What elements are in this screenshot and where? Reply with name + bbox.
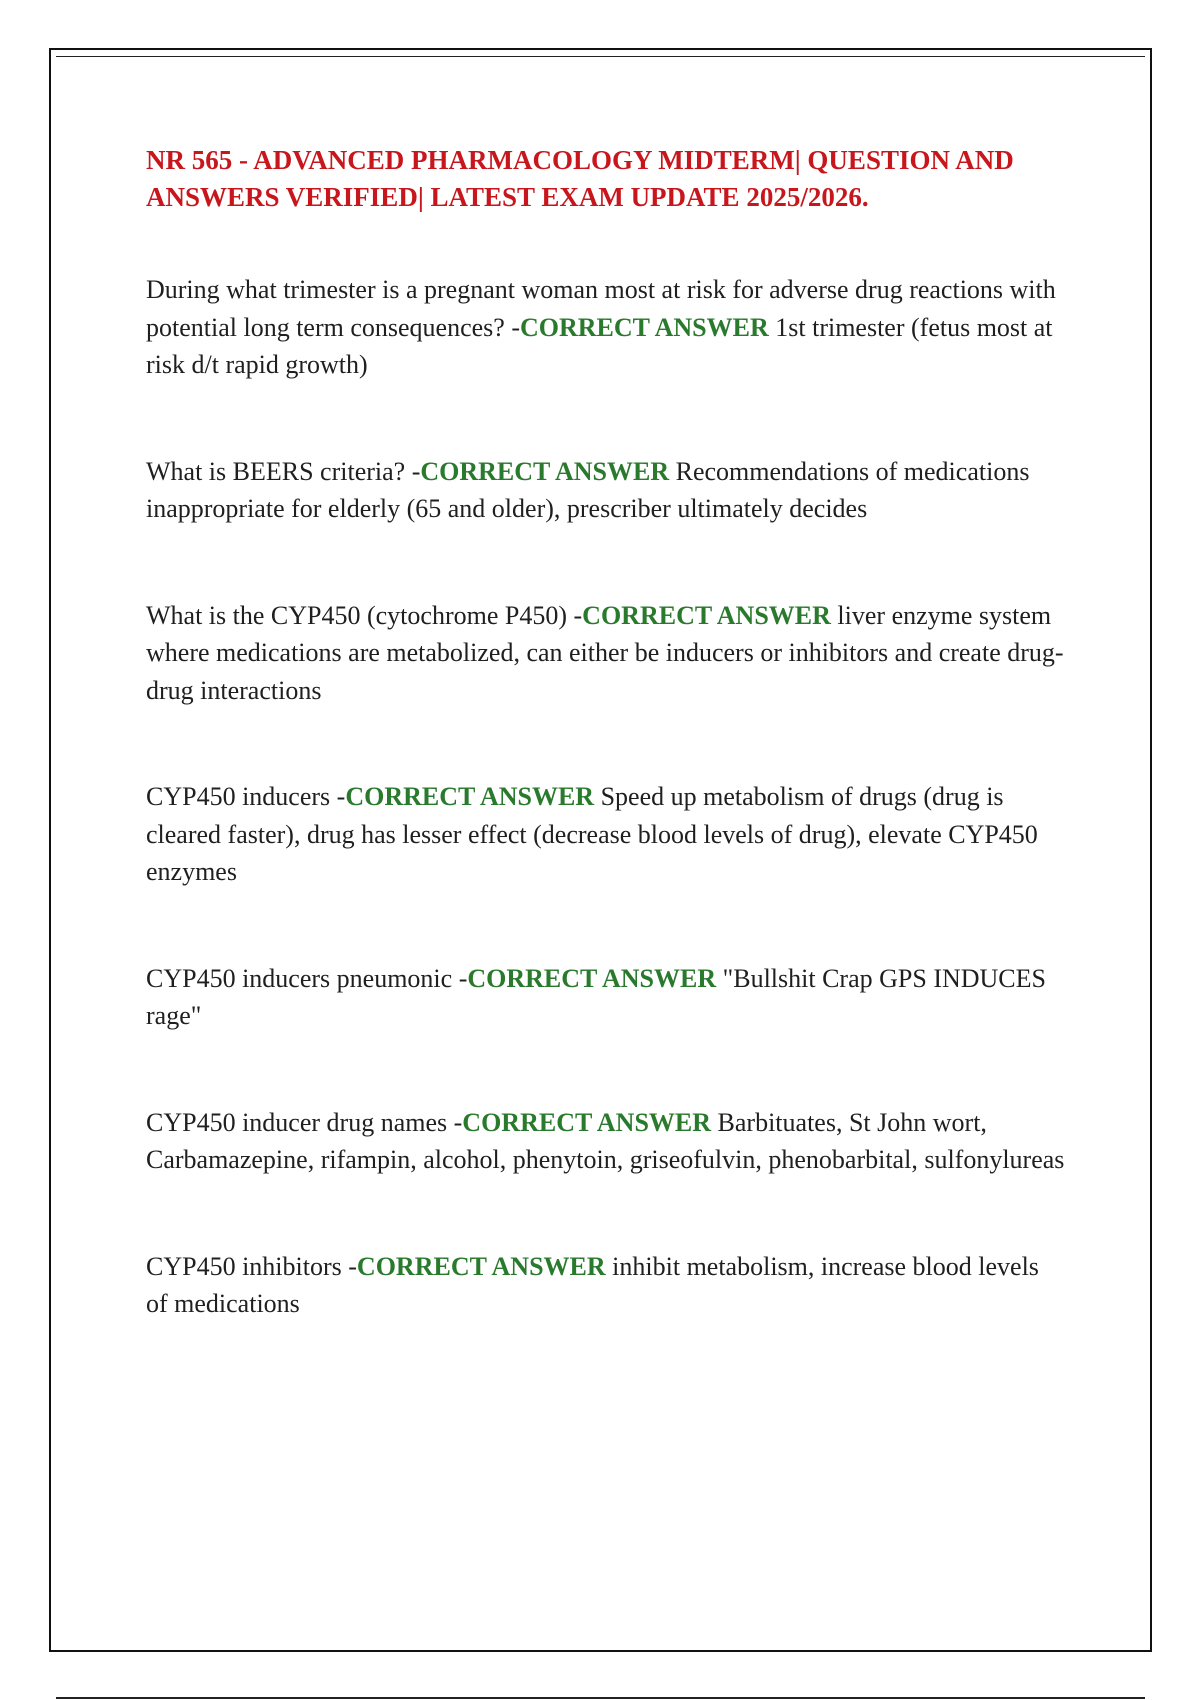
answer-separator: - [447, 1107, 463, 1137]
answer-text: 1st trimester (fetus most at risk d/t rapid growth) [146, 312, 1053, 379]
top-rule [56, 56, 1145, 57]
correct-answer-label: CORRECT ANSWER [420, 456, 670, 486]
answer-separator: - [452, 963, 468, 993]
correct-answer-label: CORRECT ANSWER [467, 963, 717, 993]
question-text: During what trimester is a pregnant woman most at risk for adverse drug reactions with potential long term consequences? [146, 275, 1056, 342]
answer-separator: - [341, 1251, 357, 1281]
answer-separator: - [504, 312, 520, 342]
question-text: CYP450 inducers pneumonic [146, 963, 453, 993]
correct-answer-label: CORRECT ANSWER [345, 782, 595, 811]
correct-answer-label: CORRECT ANSWER [462, 1107, 712, 1137]
answer-text: inhibit metabolism, increase blood levels of medications [146, 1251, 1039, 1318]
qa-item [146, 271, 1066, 384]
question-text: CYP450 inhibitors [146, 1251, 342, 1281]
answer-text: Recommendations of medications inappropriate for elderly (65 and older), prescriber ultimately decides [146, 456, 1030, 523]
correct-answer-label: CORRECT ANSWER [520, 312, 769, 342]
answer-separator: - [567, 600, 583, 630]
answer-separator: - [330, 782, 346, 811]
qa-item [146, 1104, 1066, 1179]
question-text: What is the CYP450 (cytochrome P450) [146, 600, 567, 630]
qa-item [146, 597, 1066, 710]
answer-text: "Bullshit Crap GPS INDUCES rage" [146, 963, 1046, 1030]
answer-separator: - [405, 456, 421, 486]
qa-item [146, 1248, 1066, 1323]
question-text: What is BEERS criteria? [146, 456, 406, 486]
correct-answer-label: CORRECT ANSWER [356, 1251, 606, 1281]
document-title: NR 565 - ADVANCED PHARMACOLOGY MIDTERM| QUESTION AND ANSWERS VERIFIED| LATEST EXAM UPDATE 2025/2026. [146, 145, 1014, 212]
qa-list [146, 271, 1066, 1323]
answer-text: Speed up metabolism of drugs (drug is cleared faster), drug has lesser effect (decrease blood levels of drug), elevate CYP450 enzymes [146, 782, 1038, 886]
next-page-rule [56, 1697, 1145, 1699]
question-text: CYP450 inducer drug names [146, 1107, 448, 1137]
answer-text: Barbituates, St John wort, Carbamazepine, rifampin, alcohol, phenytoin, griseofulvin, phenobarbital, sulfonylureas [146, 1107, 1065, 1174]
qa-item [146, 960, 1066, 1035]
correct-answer-label: CORRECT ANSWER [582, 600, 831, 630]
document-body [146, 142, 1066, 1392]
question-text: CYP450 inducers [146, 782, 331, 811]
qa-item [146, 453, 1066, 528]
qa-item [146, 778, 1066, 891]
answer-text: liver enzyme system where medications are metabolized, can either be inducers or inhibitors and create drug-drug interactions [146, 600, 1064, 705]
